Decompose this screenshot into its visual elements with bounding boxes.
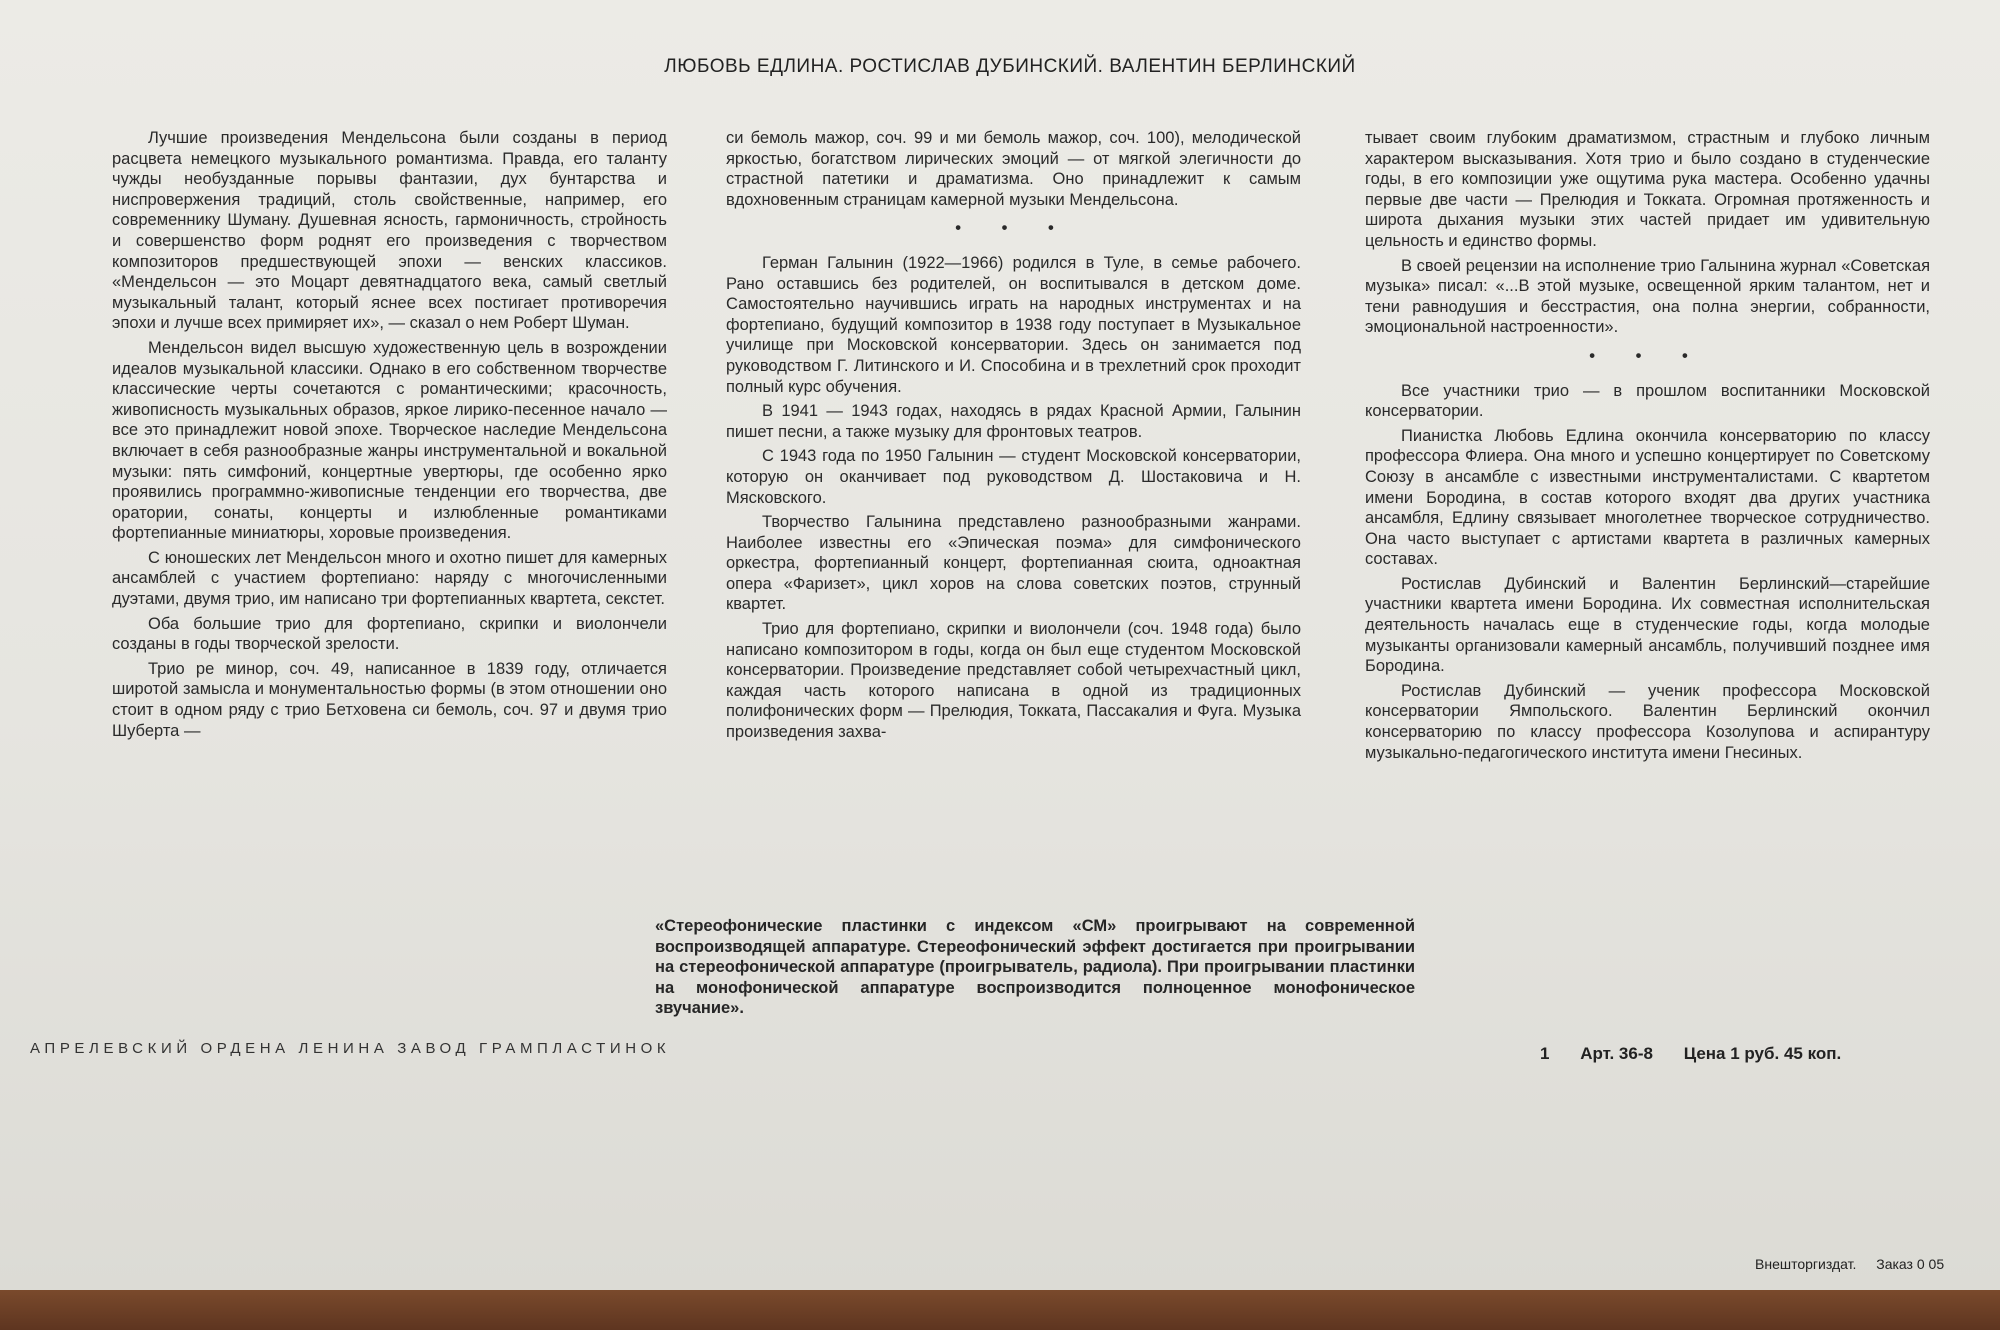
- paragraph: Лучшие произведения Мендельсона были созданы в период расцвета немецкого музыкального романтизма. Правда, его таланту чужды необузданные порывы фантазии, дух бунтарства и ниспровержения традиций, столь свойственные, например, его современнику Шуману. Душевная ясность, гармоничность, стройность и совершенство форм роднят его произведения с творчеством композиторов предшествующей эпохи — венских классиков. «Мендельсон — это Моцарт девятнадцатого века, самый светлый музыкальный талант, который яснее всех постигает противоречия эпохи и лучше всех примиряет их», — сказал о нем Роберт Шуман.: [112, 129, 667, 333]
- paragraph: В 1941 — 1943 годах, находясь в рядах Красной Армии, Галынин пишет песни, а также музыку для фронтовых театров.: [726, 402, 1301, 441]
- section-separator: • • •: [1589, 346, 1706, 365]
- section-separator: • • •: [955, 219, 1072, 238]
- paragraph: С юношеских лет Мендельсон много и охотно пишет для камерных ансамблей с участием фортепиано: наряду с многочисленными дуэтами, двумя трио, им написано три фортепианных квартета, секстет.: [112, 548, 667, 609]
- text-column-3: [1365, 128, 1930, 767]
- paragraph: В своей рецензии на исполнение трио Галынина журнал «Советская музыка» писал: «...В этой музыке, освещенной ярким талантом, нет и тени равнодушия и бесстрастия, она полна энергии, собранности, эмоциональной настроенности».: [1365, 256, 1930, 337]
- paragraph: Трио для фортепиано, скрипки и виолончели (соч. 1948 года) было написано композитором в годы, когда он был еще студентом Московской консерватории. Произведение представляет собой четырехчастный цикл, каждая часть которого написана в одной из традиционных полифонических форм — Прелюдия, Токката, Пассакалия и Фуга. Музыка произведения захва-: [726, 620, 1301, 742]
- paragraph-continuation: си бемоль мажор, соч. 99 и ми бемоль мажор, соч. 100), мелодической яркостью, богатством лирических эмоций — от мягкой элегичности до страстной патетики и драматизма. Оно принадлежит к самым вдохновенным страницам камерной музыки Мендельсона.: [726, 129, 1301, 209]
- paragraph: Ростислав Дубинский — ученик профессора Московской консерватории Ямпольского. Валентин Берлинский окончил консерваторию по классу профессора Козолупова и аспирантуру музыкально-педагогического института имени Гнесиных.: [1365, 681, 1930, 762]
- price-label: Цена 1 руб. 45 коп.: [1683, 1044, 1842, 1063]
- paragraph: Мендельсон видел высшую художественную цель в возрождении идеалов музыкальной классики. Однако в его собственном творчестве классические черты сочетаются с романтическими; красочность, живописность музыкальных образов, яркое лирико-песенное начало — все это принадлежит новой эпохе. Творческое наследие Мендельсона включает в себя разнообразные жанры инструментальной и вокальной музыки: пять симфоний, концертные увертюры, где особенно ярко проявились программно-живописные тенденции его творчества, две оратории, сонаты, концерты и излюбленные романтиками фортепианные миниатюры, хоровые произведения.: [112, 338, 667, 543]
- publisher-line: [1755, 1256, 1960, 1272]
- order-number: Заказ 0 05: [1876, 1256, 1945, 1272]
- stereo-notice-text: «Стереофонические пластинки с индексом «СМ» проигрывают на современной воспроизводящей аппаратуре. Стереофонический эффект достигается при проигрывании на стереофонической аппаратуре (проигрыватель, радиола). При проигрывании пластинки на монофонической аппаратуре воспроизводится полноценное монофоническое звучание».: [655, 917, 1415, 1018]
- paragraph: Все участники трио — в прошлом воспитанники Московской консерватории.: [1365, 381, 1930, 421]
- stereo-notice: [655, 916, 1415, 1019]
- article-number: Арт. 36-8: [1580, 1044, 1653, 1063]
- paragraph: Творчество Галынина представлено разнообразными жанрами. Наиболее известны его «Эпическая поэма» для симфонического оркестра, фортепианный концерт, фортепианная сюита, одноактная опера «Фаризет», цикл хоров на слова советских поэтов, струнный квартет.: [726, 513, 1301, 614]
- wooden-surface: [0, 1290, 2000, 1330]
- factory-name: АПРЕЛЕВСКИЙ ОРДЕНА ЛЕНИНА ЗАВОД ГРАМПЛАСТИНОК: [30, 1040, 671, 1057]
- paragraph: Пианистка Любовь Едлина окончила консерваторию по классу профессора Флиера. Она много и успешно концертирует по Советскому Союзу в ансамбле с известными инструменталистами. С квартетом имени Бородина, в состав которого входят два других участника ансамбля, Едлину связывает многолетнее творческое сотрудничество. Она часто выступает с артистами квартета в различных камерных составах.: [1365, 426, 1930, 569]
- catalog-price-line: [1540, 1044, 1867, 1064]
- text-column-2: [726, 128, 1301, 747]
- publisher-name: Внешторгиздат.: [1755, 1256, 1857, 1272]
- paragraph: С 1943 года по 1950 Галынин — студент Московской консерватории, которую он оканчивает под руководством Д. Шостаковича и Н. Мясковского.: [726, 447, 1301, 507]
- paragraph: Ростислав Дубинский и Валентин Берлинский—старейшие участники квартета имени Бородина. Их совместная исполнительская деятельность началась еще в студенческие годы, когда молодые музыканты организовали камерный ансамбль, получивший позднее имя Бородина.: [1365, 574, 1930, 676]
- paragraph: Трио ре минор, соч. 49, написанное в 1839 году, отличается широтой замысла и монументальностью формы (в этом отношении оно стоит в одном ряду с трио Бетховена си бемоль, соч. 97 и двумя трио Шуберта —: [112, 659, 667, 740]
- paragraph: Герман Галынин (1922—1966) родился в Туле, в семье рабочего. Рано оставшись без родителей, он воспитывался в детском доме. Самостоятельно научившись играть на народных инструментах и на фортепиано, будущий композитор в 1938 году поступает в Музыкальное училище при Московской консерватории. Здесь он занимается под руководством Г. Литинского и И. Способина и в трехлетний срок проходит полный курс обучения.: [726, 253, 1301, 396]
- catalog-number: 1: [1540, 1044, 1550, 1063]
- paragraph: Оба большие трио для фортепиано, скрипки и виолончели созданы в годы творческой зрелости.: [112, 614, 667, 654]
- performers-heading: ЛЮБОВЬ ЕДЛИНА. РОСТИСЛАВ ДУБИНСКИЙ. ВАЛЕНТИН БЕРЛИНСКИЙ: [664, 56, 1356, 77]
- paragraph-continuation: тывает своим глубоким драматизмом, страстным и глубоко личным характером высказывания. Хотя трио и было создано в студенческие годы, в его композиции уже ощутима рука мастера. Особенно удачны первые две части — Прелюдия и Токката. Огромная протяженность и широта дыхания музыки этих частей придает им удивительную цельность и единство формы.: [1365, 129, 1930, 250]
- text-column-1: [112, 128, 667, 745]
